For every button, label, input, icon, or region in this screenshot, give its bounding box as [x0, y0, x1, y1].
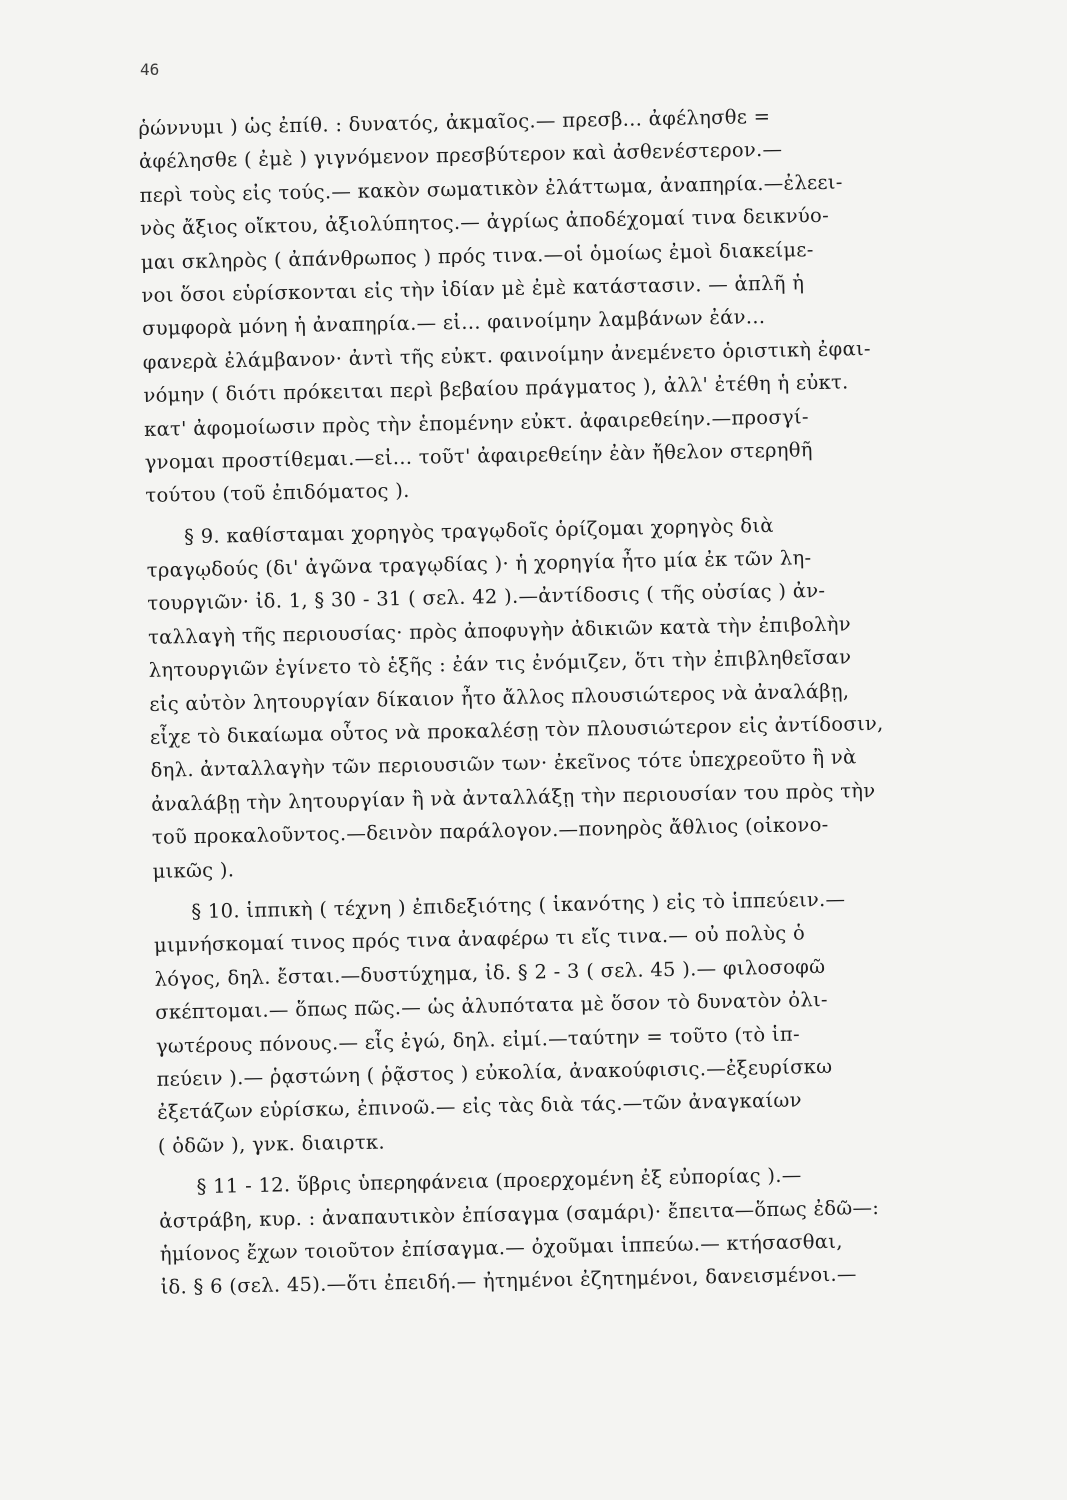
text-line: τούτου (τοῦ ἐπιδόματος ).	[145, 479, 410, 508]
text-line: γνομαι προστίθεμαι.—εἰ... τοῦτ' ἀφαιρεθείην ἐὰν ἤθελον στερηθῆ	[144, 438, 813, 474]
text-line: κατ' ἀφομοίωσιν πρὸς τὴν ἑπομένην εὐκτ. ἀφαιρεθείην.—προσγί-	[143, 404, 809, 441]
text-line: συμφορὰ μόνη ἡ ἀναπηρία.— εἰ... φαινοίμην λαμβάνων ἐάν...	[141, 305, 766, 341]
text-line: εἰς αὐτὸν λητουργίαν δίκαιον ἦτο ἄλλος πλουσιώτερος νὰ ἀναλάβῃ,	[149, 679, 850, 716]
text-line: ῥώννυμι ) ὡς ἐπίθ. : δυνατός, ἀκμαῖος.— πρεσβ... ἀφέλησθε =	[138, 104, 771, 140]
text-line: νόμην ( διότι πρόκειται περὶ βεβαίου πράγματος ), ἀλλ' ἐτέθη ἡ εὐκτ.	[143, 370, 849, 408]
text-line: ἀστράβη, κυρ. : ἀναπαυτικὸν ἐπίσαγμα (σαμάρι)· ἔπειτα—ὅπως ἐδῶ—:	[159, 1195, 880, 1233]
text-line: ἀναλάβῃ τὴν λητουργίαν ἢ νὰ ἀνταλλάξῃ τὴν περιουσίαν του πρὸς τὴν	[151, 778, 876, 816]
text-line: τουργιῶν· ἰδ. 1, § 30 - 31 ( σελ. 42 ).—ἀντίδοσις ( τῆς οὐσίας ) ἀν-	[147, 579, 826, 616]
text-line: δηλ. ἀνταλλαγὴν τῶν περιουσιῶν των· ἐκεῖνος τότε ὑπεχρεοῦτο ἢ νὰ	[150, 745, 857, 783]
commentary-text-block	[138, 95, 1023, 1304]
text-line: μιμνήσκομαί τινος πρός τινα ἀναφέρω τι εἴς τινα.— οὐ πολὺς ὁ	[153, 921, 806, 958]
text-line: περὶ τοὺς εἰς τούς.— κακὸν σωματικὸν ἐλάττωμα, ἀναπηρία.—ἐλεει-	[139, 170, 843, 207]
text-line: ταλλαγὴ τῆς περιουσίας· πρὸς ἀποφυγὴν ἀδικιῶν κατὰ τὴν ἐπιβολὴν	[147, 612, 852, 649]
text-line: τραγῳδούς (δι' ἀγῶνα τραγῳδίας )· ἡ χορηγία ἦτο μία ἐκ τῶν λη-	[146, 546, 812, 582]
page-number: 46	[140, 60, 160, 79]
section-heading-11-12: § 11 - 12. ὕβρις ὑπερηφάνεια (προερχομένη ἐξ εὐπορίας ).—	[196, 1163, 802, 1199]
text-line: φανερὰ ἐλάμβανον· ἀντὶ τῆς εὐκτ. φαινοίμην ἀνεμένετο ὁριστικὴ ἐφαι-	[142, 336, 872, 374]
text-line: ἀφέλησθε ( ἐμὲ ) γιγνόμενον πρεσβύτερον καὶ ἀσθενέστερον.—	[138, 138, 783, 174]
text-line: λητουργιῶν ἐγίνετο τὸ ἑξῆς : ἐάν τις ἐνόμιζεν, ὅτι τὴν ἐπιβληθεῖσαν	[148, 645, 852, 683]
text-line: σκέπτομαι.— ὅπως πῶς.— ὡς ἀλυπότατα μὲ ὅσον τὸ δυνατὸν ὀλι-	[155, 988, 829, 1024]
text-line: λόγος, δηλ. ἔσται.—δυστύχημα, ἰδ. § 2 - 3 ( σελ. 45 ).— φιλοσοφῶ	[154, 954, 826, 991]
text-line: νοι ὅσοι εὑρίσκονται εἰς τὴν ἰδίαν μὲ ἐμὲ κατάστασιν. — ἁπλῆ ἡ	[141, 271, 805, 307]
section-heading-10: § 10. ἱππικὴ ( τέχνη ) ἐπιδεξιότης ( ἱκανότης ) εἰς τὸ ἱππεύειν.—	[191, 887, 846, 924]
text-line: μαι σκληρὸς ( ἀπάνθρωπος ) πρός τινα.—οἱ ὁμοίως ἐμοὶ διακείμε-	[140, 237, 814, 274]
section-heading-9: § 9. καθίσταμαι χορηγὸς τραγῳδοῖς ὁρίζομαι χορηγὸς διὰ	[183, 513, 774, 548]
text-line: μικῶς ).	[152, 857, 235, 883]
text-line: ἐξετάζων εὑρίσκω, ἐπινοῶ.— εἰς τὰς διὰ τάς.—τῶν ἀναγκαίων	[156, 1088, 803, 1125]
text-line: ( ὁδῶν ), γνκ. διαιρτκ.	[157, 1130, 386, 1158]
text-line: ἡμίονος ἔχων τοιοῦτον ἐπίσαγμα.— ὀχοῦμαι ἱππεύω.— κτήσασθαι,	[159, 1229, 843, 1266]
text-line: ἰδ. § 6 (σελ. 45).—ὅτι ἐπειδή.— ἠτημένοι ἐζητημένοι, δανεισμένοι.—	[160, 1262, 857, 1300]
text-line: εἶχε τὸ δικαίωμα οὗτος νὰ προκαλέσῃ τὸν πλουσιώτερον εἰς ἀντίδοσιν,	[149, 711, 884, 749]
text-line: τοῦ προκαλοῦντος.—δεινὸν παράλογον.—πονηρὸς ἄθλιος (οἰκονο-	[151, 813, 829, 850]
text-line: γωτέρους πόνους.— εἷς ἐγώ, δηλ. εἰμί.—ταύτην = τοῦτο (τὸ ἱπ-	[155, 1022, 801, 1058]
text-line: νὸς ἄξιος οἴκτου, ἀξιολύπητος.— ἀγρίως ἀποδέχομαί τινα δεικνύο-	[140, 203, 830, 241]
text-line: πεύειν ).— ῥᾳστώνη ( ῥᾷστος ) εὐκολία, ἀνακούφισις.—ἐξευρίσκω	[156, 1054, 833, 1091]
